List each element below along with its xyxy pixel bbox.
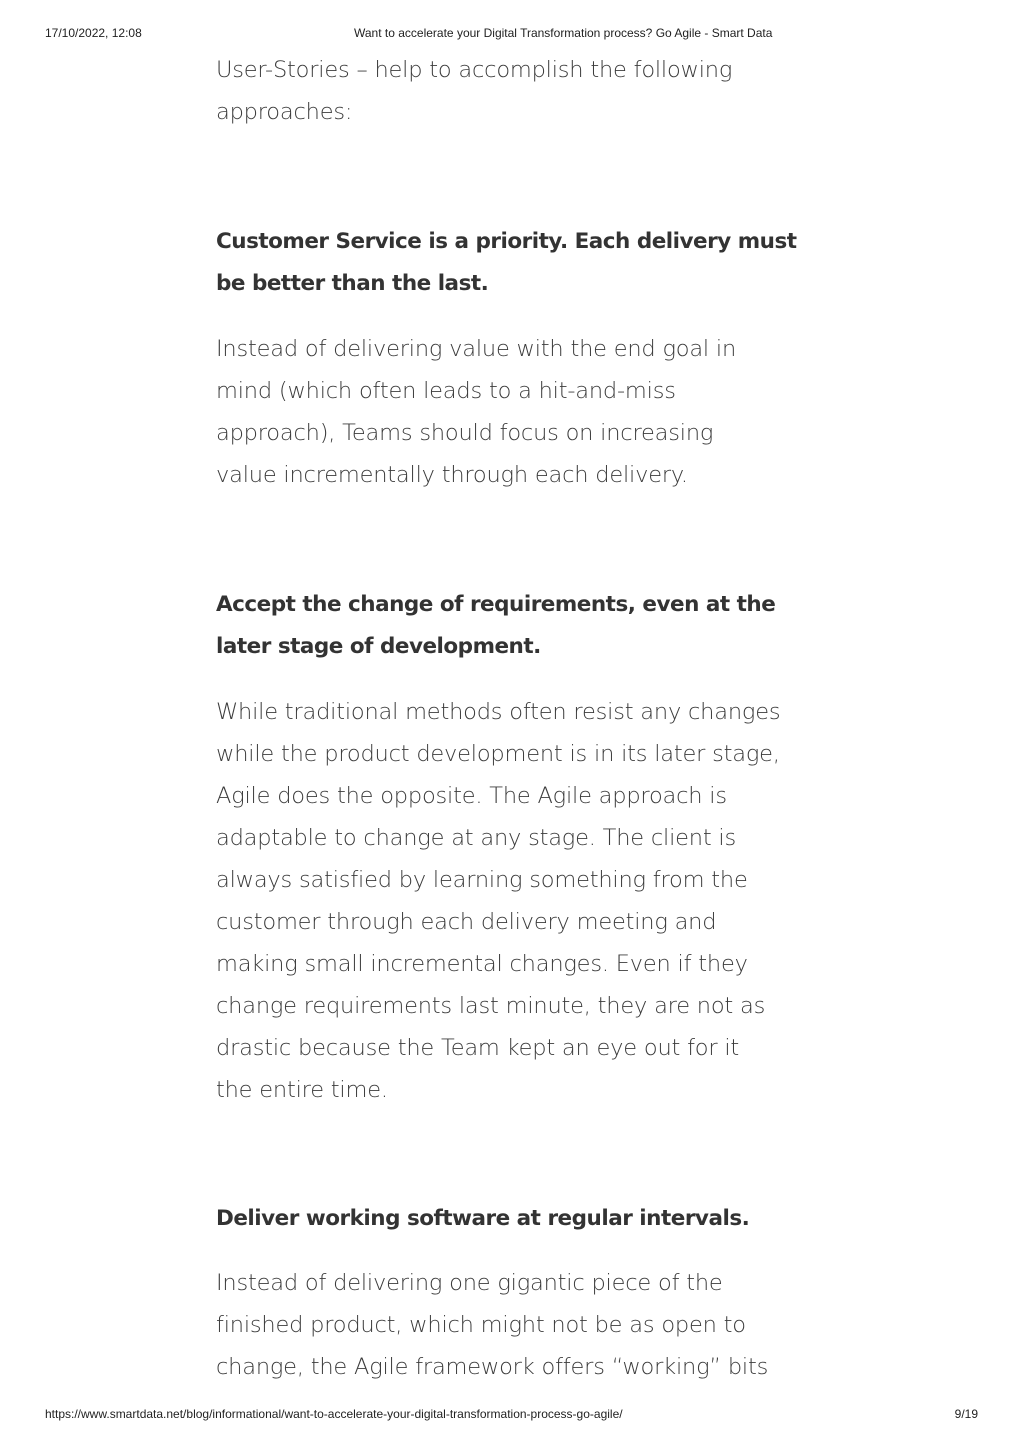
text-line: finished product, which might not be as open to	[216, 1312, 746, 1338]
section-heading-customer-service	[216, 221, 816, 305]
text-line: making small incremental changes. Even if they	[216, 951, 748, 977]
section-heading-accept-change	[216, 584, 816, 668]
text-line: Instead of delivering one gigantic piece of the	[216, 1270, 723, 1296]
heading-line: later stage of development.	[216, 634, 541, 659]
text-line: always satisfied by learning something from the	[216, 867, 748, 893]
heading-line: Accept the change of requirements, even at the	[216, 592, 776, 617]
print-header	[0, 26, 1024, 42]
heading-line: Customer Service is a priority. Each delivery must	[216, 229, 797, 254]
print-page-title: Want to accelerate your Digital Transformation process? Go Agile - Smart Data	[354, 26, 773, 40]
heading-line: Deliver working software at regular intervals.	[216, 1206, 750, 1231]
section-paragraph-accept-change	[216, 691, 816, 1111]
section-paragraph-deliver-working-software	[216, 1262, 816, 1388]
text-line: the entire time.	[216, 1077, 388, 1103]
text-line: User-Stories – help to accomplish the following	[216, 57, 733, 83]
section-heading-deliver-working-software	[216, 1198, 816, 1240]
section-paragraph-customer-service	[216, 328, 816, 496]
text-line: adaptable to change at any stage. The client is	[216, 825, 736, 851]
text-line: change, the Agile framework offers “working” bits	[216, 1354, 769, 1380]
print-page-number: 9/19	[954, 1407, 978, 1421]
text-line: mind (which often leads to a hit-and-miss	[216, 378, 676, 404]
text-line: customer through each delivery meeting and	[216, 909, 717, 935]
text-line: Agile does the opposite. The Agile approach is	[216, 783, 727, 809]
print-footer	[0, 1407, 1024, 1423]
print-datetime: 17/10/2022, 12:08	[45, 26, 142, 40]
text-line: change requirements last minute, they are not as	[216, 993, 766, 1019]
text-line: While traditional methods often resist any changes	[216, 699, 781, 725]
print-page-url: https://www.smartdata.net/blog/informational/want-to-accelerate-your-digital-transformation-process-go-agile/	[45, 1407, 623, 1421]
intro-paragraph	[216, 49, 816, 133]
text-line: value incrementally through each delivery.	[216, 462, 688, 488]
text-line: approach), Teams should focus on increasing	[216, 420, 714, 446]
text-line: drastic because the Team kept an eye out for it	[216, 1035, 740, 1061]
text-line: while the product development is in its later stage,	[216, 741, 780, 767]
heading-line: be better than the last.	[216, 271, 489, 296]
text-line: Instead of delivering value with the end goal in	[216, 336, 737, 362]
text-line: approaches:	[216, 99, 353, 125]
